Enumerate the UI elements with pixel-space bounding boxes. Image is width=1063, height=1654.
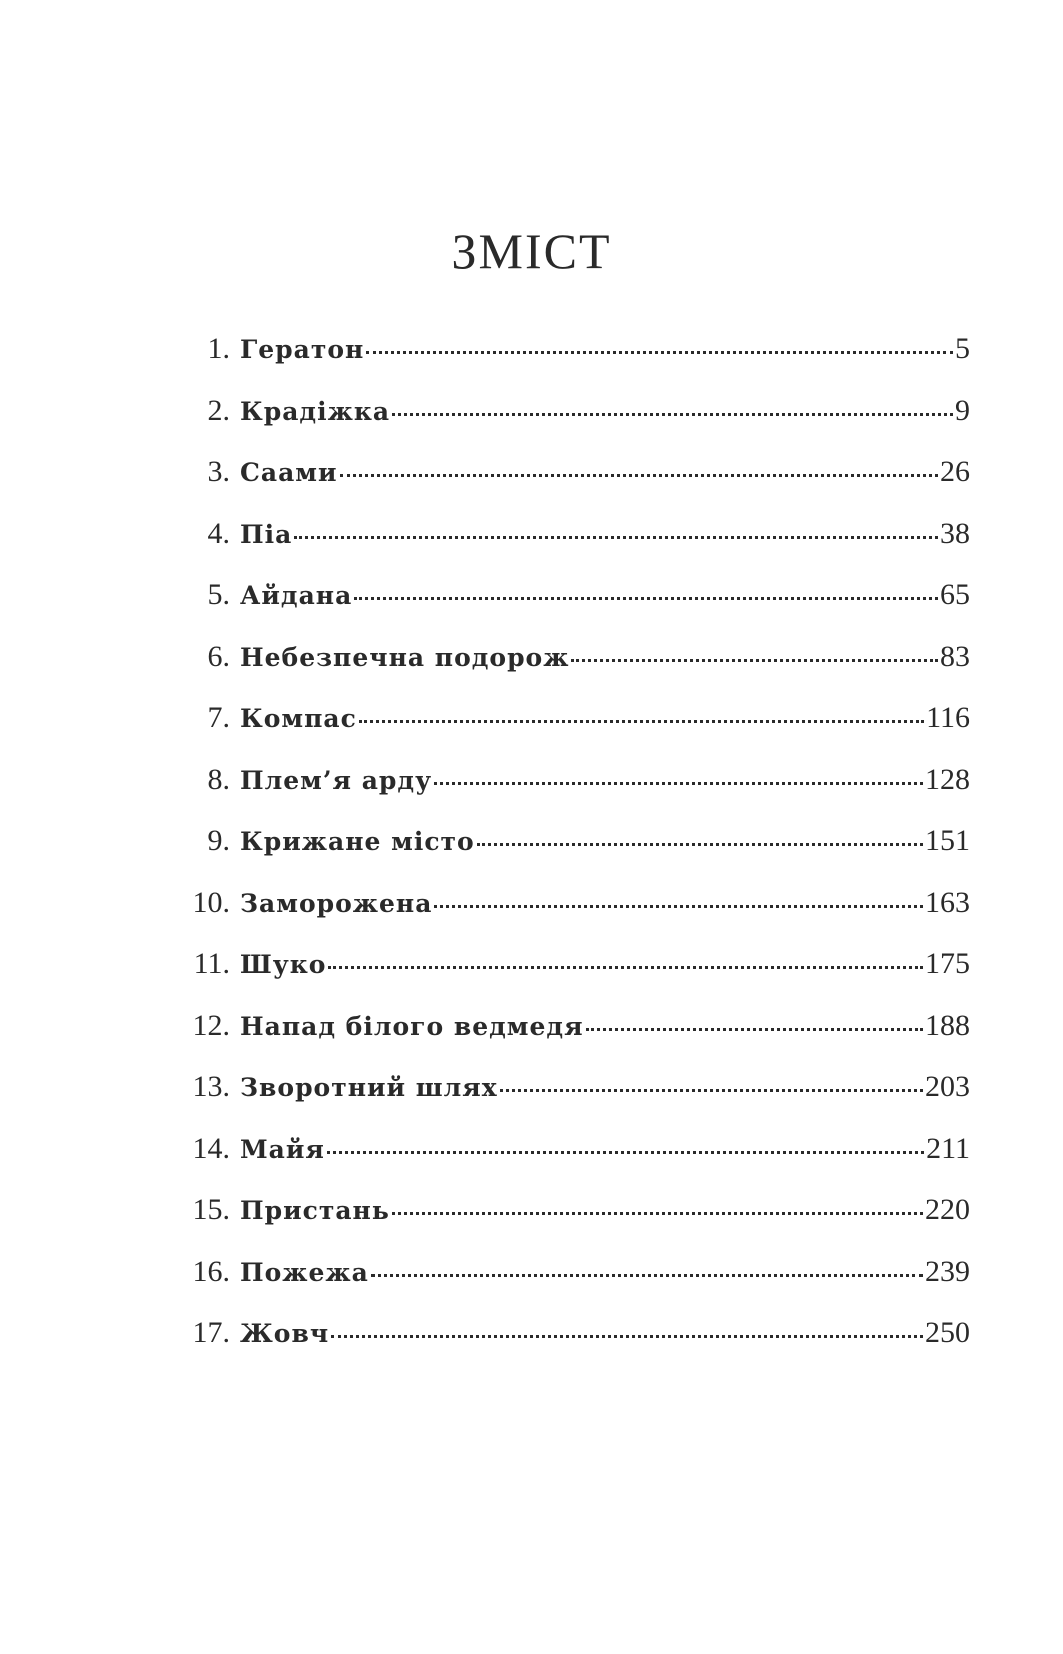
page-number: 26	[940, 455, 970, 488]
page-number: 188	[925, 1008, 970, 1042]
chapter-title: Жовч	[240, 1319, 330, 1348]
dot-leader	[340, 474, 938, 477]
chapter-title: Заморожена	[240, 888, 433, 918]
chapter-title: Крадіжка	[240, 396, 391, 426]
toc-entry[interactable]	[180, 886, 970, 948]
dot-leader	[366, 351, 953, 354]
toc-entry[interactable]	[180, 1009, 970, 1071]
toc-entry[interactable]	[180, 640, 970, 702]
chapter-number: 6.	[207, 639, 230, 673]
dot-leader	[586, 1028, 923, 1031]
chapter-number: 14.	[192, 1131, 230, 1165]
chapter-title: Плем’я арду	[240, 765, 433, 795]
toc-entry[interactable]	[180, 1316, 970, 1378]
toc-entry[interactable]	[180, 824, 970, 886]
chapter-number: 15.	[192, 1193, 230, 1226]
chapter-title: Пристань	[240, 1196, 390, 1225]
page-number: 175	[925, 947, 970, 980]
page-title: ЗМІСТ	[451, 223, 612, 279]
chapter-number: 5.	[207, 578, 230, 611]
chapter-title: Шуко	[240, 950, 327, 979]
dot-leader	[331, 1335, 923, 1338]
chapter-number: 1.	[207, 332, 230, 365]
page-number: 163	[925, 885, 970, 919]
toc-entry[interactable]	[180, 763, 970, 825]
page-number: 220	[925, 1193, 970, 1226]
dot-leader	[371, 1274, 923, 1277]
dot-leader	[328, 966, 923, 969]
page-number: 38	[940, 516, 970, 550]
toc-entry[interactable]	[180, 947, 970, 1009]
chapter-number: 3.	[207, 455, 230, 488]
dot-leader	[294, 536, 938, 539]
toc-entry[interactable]	[180, 578, 970, 640]
chapter-number: 11.	[193, 947, 230, 980]
page-number: 151	[925, 824, 970, 857]
dot-leader	[477, 843, 923, 846]
chapter-title: Небезпечна подорож	[240, 642, 570, 672]
chapter-title: Айдана	[240, 581, 353, 610]
toc-entry[interactable]	[180, 1132, 970, 1194]
dot-leader	[327, 1151, 924, 1154]
chapter-number: 9.	[207, 824, 230, 857]
chapter-number: 13.	[192, 1070, 230, 1103]
chapter-number: 7.	[207, 701, 230, 734]
page-number: 116	[926, 701, 970, 734]
dot-leader	[571, 659, 938, 662]
page-number: 9	[955, 393, 970, 427]
dot-leader	[354, 597, 938, 600]
chapter-number: 4.	[207, 516, 230, 550]
chapter-title: Крижане місто	[240, 827, 475, 856]
chapter-number: 2.	[207, 393, 230, 427]
toc-entry[interactable]	[180, 1070, 970, 1132]
chapter-title: Майя	[240, 1134, 325, 1164]
toc-entry[interactable]	[180, 1255, 970, 1317]
toc-entry[interactable]	[180, 455, 970, 517]
page-number: 250	[925, 1316, 970, 1349]
page-number: 65	[940, 578, 970, 611]
chapter-title: Піа	[240, 519, 293, 549]
chapter-title: Напад білого ведмедя	[240, 1011, 584, 1041]
chapter-title: Пожежа	[240, 1257, 369, 1287]
page-number: 5	[955, 332, 970, 365]
chapter-title: Зворотний шлях	[240, 1073, 498, 1102]
toc-entry[interactable]	[180, 517, 970, 579]
page-number: 239	[925, 1254, 970, 1288]
toc-entry[interactable]	[180, 332, 970, 394]
dot-leader	[434, 782, 923, 785]
chapter-title: Компас	[240, 704, 357, 733]
toc-entry[interactable]	[180, 394, 970, 456]
page-number: 128	[925, 762, 970, 796]
chapter-number: 10.	[192, 885, 230, 919]
chapter-number: 17.	[192, 1316, 230, 1349]
chapter-title: Саами	[240, 458, 338, 487]
dot-leader	[359, 720, 924, 723]
dot-leader	[434, 905, 923, 908]
toc-entry[interactable]	[180, 701, 970, 763]
chapter-number: 8.	[207, 762, 230, 796]
page-number: 211	[926, 1131, 970, 1165]
chapter-number: 12.	[192, 1008, 230, 1042]
toc-entry[interactable]	[180, 1193, 970, 1255]
chapter-number: 16.	[192, 1254, 230, 1288]
dot-leader	[500, 1089, 923, 1092]
page-number: 83	[940, 639, 970, 673]
chapter-title: Гератон	[240, 335, 365, 364]
page-number: 203	[925, 1070, 970, 1103]
table-of-contents	[180, 332, 970, 1378]
dot-leader	[392, 1212, 923, 1215]
dot-leader	[392, 413, 953, 416]
